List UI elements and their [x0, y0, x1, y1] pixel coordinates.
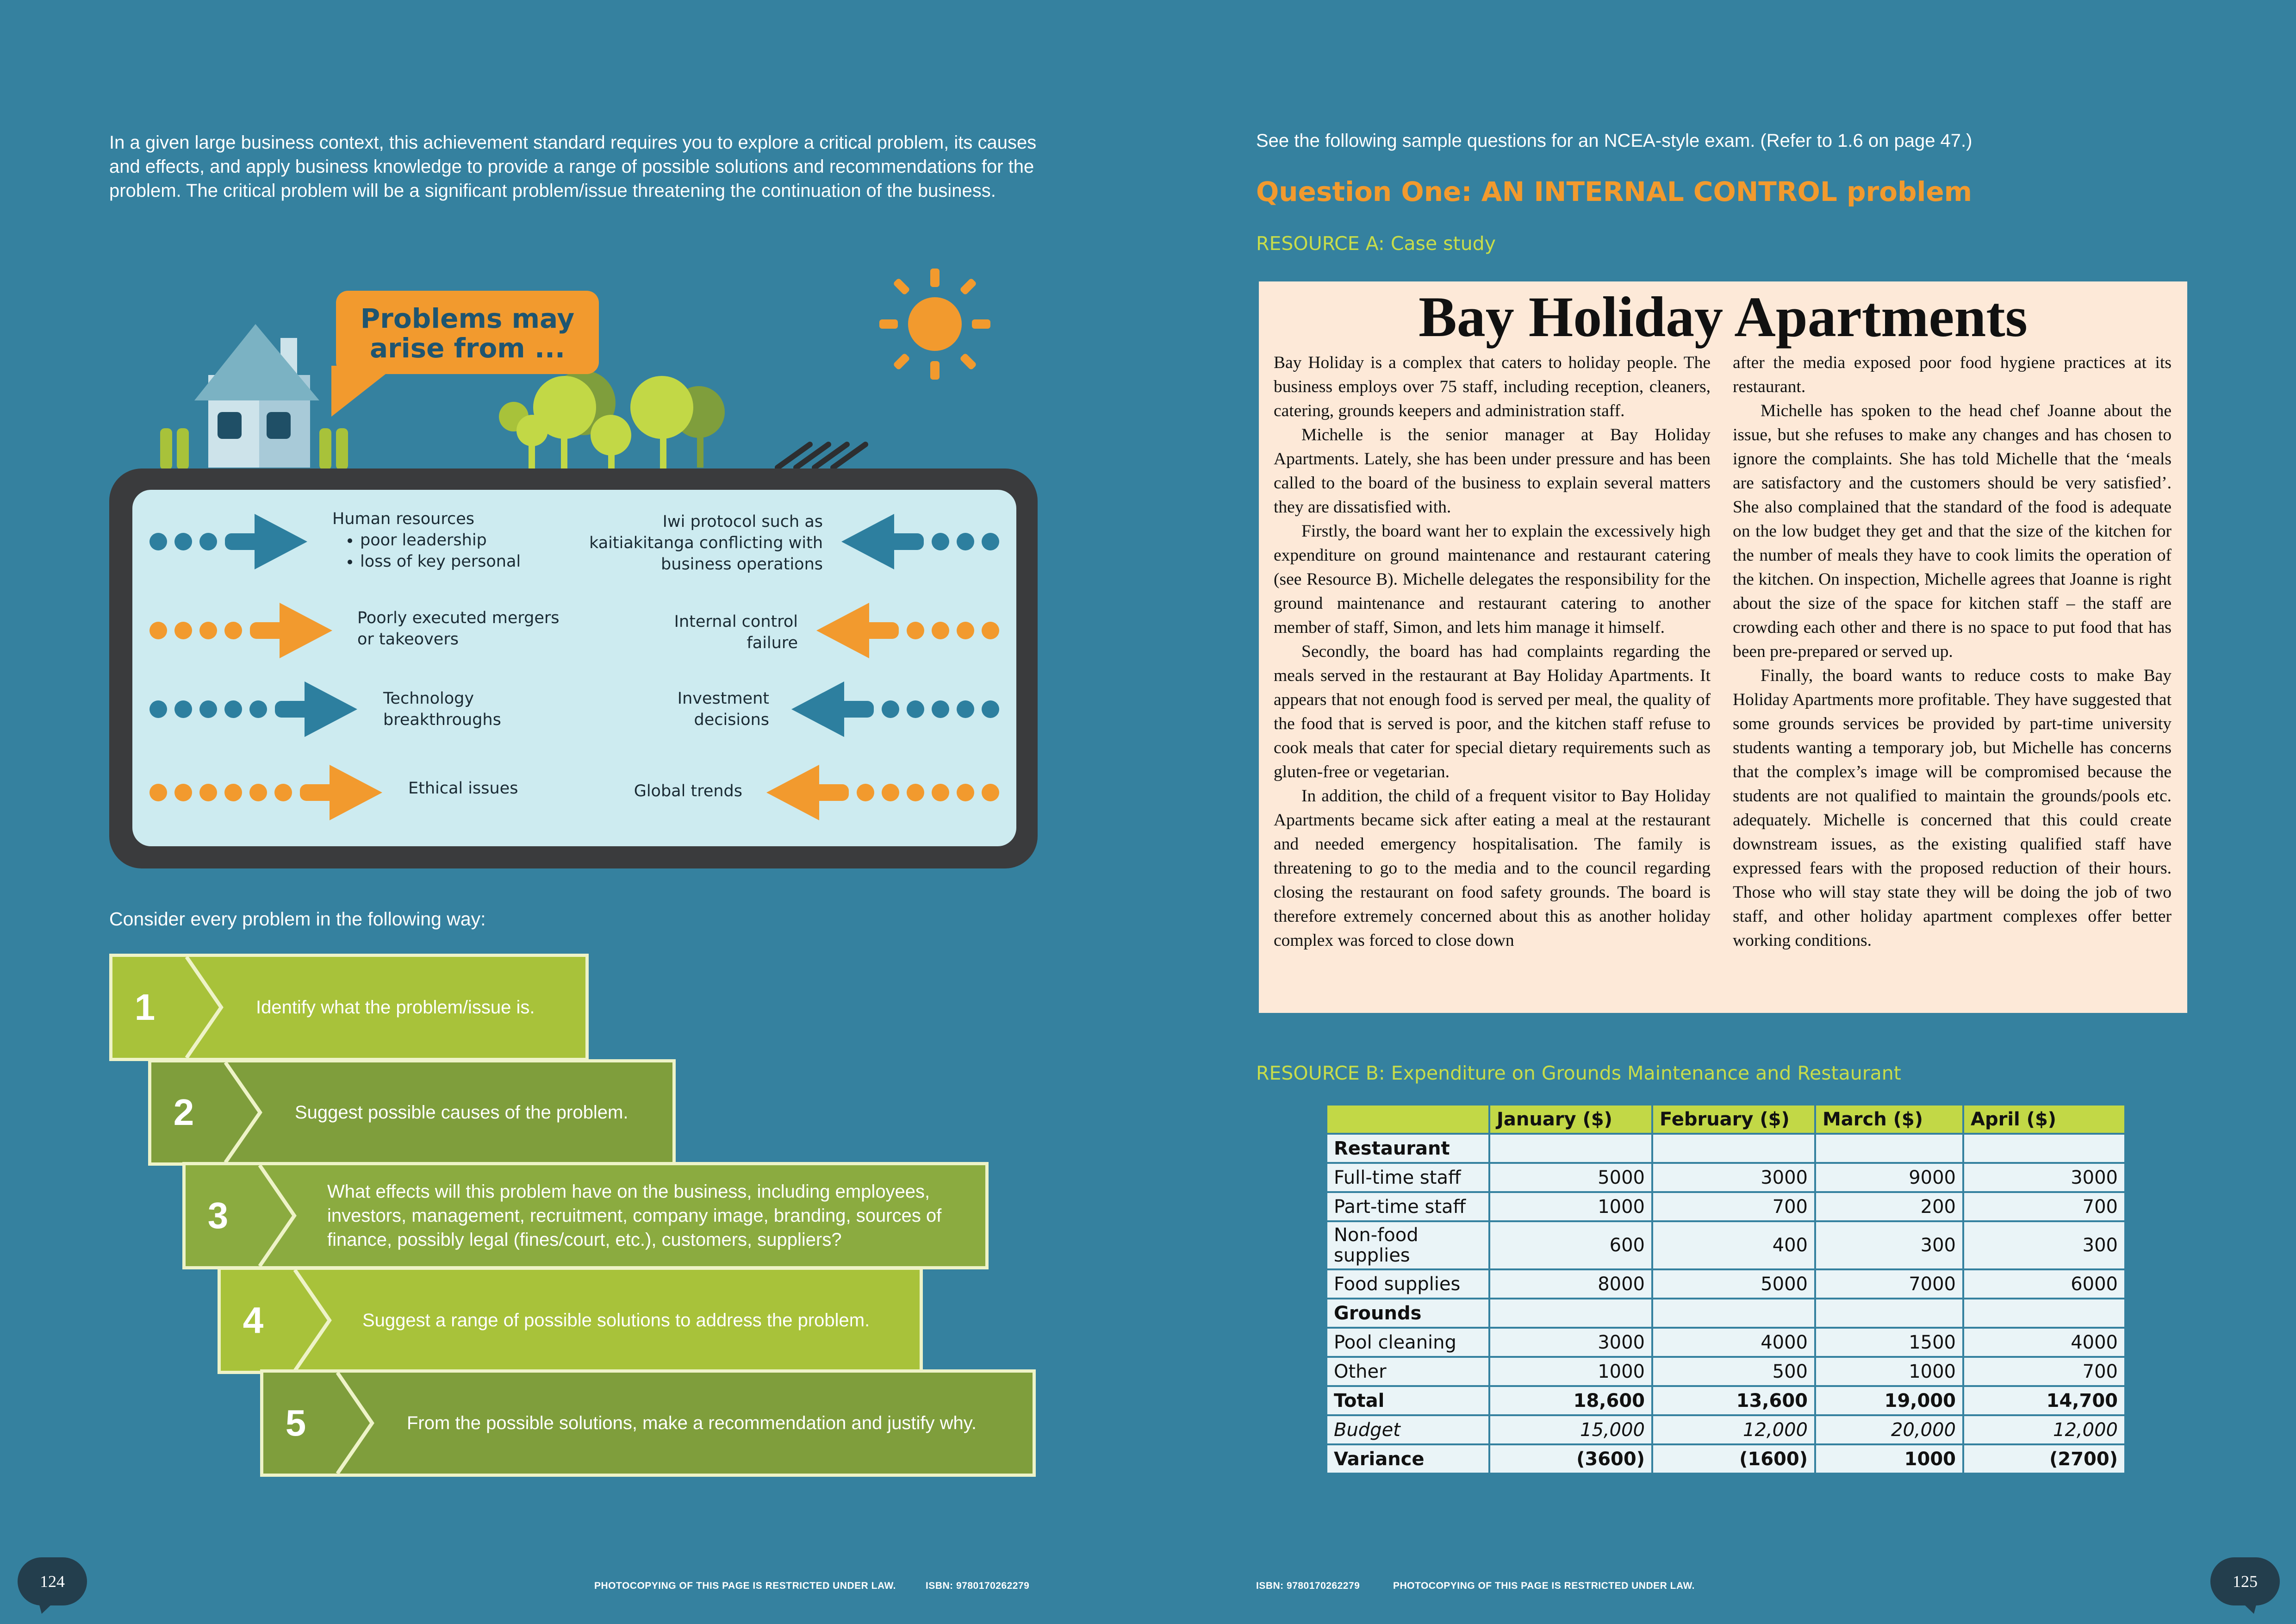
chevron-right-icon [255, 1165, 301, 1266]
table-row [1326, 1386, 2125, 1415]
table-row-label: Part-time staff [1326, 1192, 1489, 1221]
table-cell: 600 [1489, 1221, 1652, 1269]
table-cell: 7000 [1815, 1269, 1963, 1299]
page-number-left: 124 [18, 1557, 87, 1605]
table-row-label: Restaurant [1326, 1134, 1489, 1163]
source-iwi-protocol: Iwi protocol such as kaitiakitanga conflicting with business operations [589, 512, 823, 574]
table-cell: 9000 [1815, 1163, 1963, 1192]
table-row [1326, 1221, 2125, 1269]
source-internal-control: Internal control failure [674, 612, 798, 652]
table-cell [1652, 1134, 1815, 1163]
sun-icon [879, 269, 990, 380]
hr-bullet-leadership: • poor leadership [360, 530, 521, 551]
table-cell: 3000 [1652, 1163, 1815, 1192]
source-technology: Technology breakthroughs [383, 689, 501, 729]
footer-isbn-left: ISBN: 9780170262279 [926, 1580, 1030, 1591]
table-header: February ($) [1652, 1105, 1815, 1134]
case-column-2: after the media exposed poor food hygiene practices at its restaurant. Michelle has spoken to the head chef Joanne about the issue, but she refuses to make any changes and has chosen to ignore the complaints. She has told Michelle that the ‘meals are satisfactory and the customers should be very satisfied’. She also complained that the standard of the food is adequate on the low budget they get and that the size of the kitchen for the number of meals they have to cook limits the operation of the kitchen. On inspection, Michelle agrees that Joanne is right about the size of the space for kitchen staff – the staff are crowding each other and there is no space to put food that has been pre-prepared or served up. Finally, the board wants to reduce costs to make Bay Holiday Apartments more profitable. They have suggested that some grounds services be provided by part-time university students wanting a temporary job, but Michelle has concerns that the complex’s image will be compromised because the students are not qualified to maintain the grounds/pools etc. adequately. Michelle is concerned that this could create downstream issues, as the existing qualified staff have expressed fears with the proposed reduction of their hours. Those who will stay state they will be doing the job of two staff, and other holiday apartment complexes offer better working conditions. [1733, 353, 2172, 950]
step-4-text: Suggest a range of possible solutions to address the problem. [362, 1310, 870, 1330]
table-cell: 400 [1652, 1221, 1815, 1269]
table-cell: 1000 [1815, 1444, 1963, 1474]
step-1-text: Identify what the problem/issue is. [256, 997, 535, 1018]
expenditure-table [1325, 1104, 2126, 1474]
table-header: April ($) [1963, 1105, 2125, 1134]
table-row [1326, 1299, 2125, 1328]
table-cell [1652, 1299, 1815, 1328]
table-cell: 12,000 [1963, 1415, 2125, 1444]
table-cell: 4000 [1652, 1328, 1815, 1357]
intro-paragraph: In a given large business context, this achievement standard requires you to explore a critical problem, its causes and effects, and apply business knowledge to provide a range of possible solutions and recommendations for the problem. The critical problem will be a significant problem/issue threatening the continuation of the business. [109, 132, 1037, 201]
table-cell [1963, 1299, 2125, 1328]
step-5-text: From the possible solutions, make a recommendation and justify why. [407, 1413, 977, 1433]
table-cell: 12,000 [1652, 1415, 1815, 1444]
chevron-right-icon [290, 1270, 336, 1371]
consider-heading: Consider every problem in the following way: [109, 908, 486, 930]
table-row [1326, 1163, 2125, 1192]
table-cell: 8000 [1489, 1269, 1652, 1299]
table-row [1326, 1328, 2125, 1357]
table-cell: 300 [1815, 1221, 1963, 1269]
table-row-label: Other [1326, 1357, 1489, 1386]
chevron-right-icon [333, 1373, 379, 1474]
table-header: March ($) [1815, 1105, 1963, 1134]
resource-b-heading: RESOURCE B: Expenditure on Grounds Maintenance and Restaurant [1256, 1062, 1901, 1084]
step-1 [109, 954, 589, 1061]
table-row [1326, 1192, 2125, 1221]
source-global-trends: Global trends [634, 782, 742, 800]
step-2-number: 2 [173, 1092, 194, 1133]
step-3-text: What effects will this problem have on the business, including employees, investors, management, recruitment, company image, branding, sources of finance, possibly legal (fines/court, etc.), customers, suppliers? [327, 1181, 942, 1250]
question-heading: Question One: AN INTERNAL CONTROL problem [1256, 176, 1972, 207]
case-column-1: Bay Holiday is a complex that caters to holiday people. The business employs over 75 staff, including reception, cleaners, catering, grounds keepers and administration staff. Michelle is the senior manager at Bay Holiday Apartments. Lately, she has been under pressure and has been called to the board of the business to explain several matters they are dissatisfied with. Firstly, the board want her to explain the excessively high expenditure on ground maintenance and restaurant catering (see Resource B). Michelle delegates the responsibility for the ground maintenance and restaurant catering to another member of staff, Simon, and lets him manage it himself. Secondly, the board has had complaints regarding the meals served in the restaurant at Bay Holiday Apartments. It appears that not enough food is served per meal, the quality of the food that is served is poor, and the kitchen staff refuse to cook meals that cater for special dietary requirements such as gluten-free or vegetarian. In addition, the child of a frequent visitor to Bay Holiday Apartments became sick after eating a meal at the restaurant and needed emergency hospitalisation. The family is threatening to go to the media and to the council regarding closing the restaurant on food safety grounds. The board is therefore extremely concerned about this as another holiday complex was forced to close down [1274, 353, 1711, 950]
table-cell: 1000 [1489, 1192, 1652, 1221]
resource-a-heading: RESOURCE A: Case study [1256, 232, 1496, 255]
hr-bullet-personnel: • loss of key personal [360, 551, 521, 572]
source-investment: Investment decisions [677, 689, 769, 729]
table-cell: 18,600 [1489, 1386, 1652, 1415]
table-cell: 4000 [1963, 1328, 2125, 1357]
table-cell [1963, 1134, 2125, 1163]
sample-intro: See the following sample questions for an NCEA-style exam. (Refer to 1.6 on page 47.) [1256, 131, 1972, 151]
step-5-number: 5 [285, 1402, 306, 1443]
table-row-label: Non-food supplies [1326, 1221, 1489, 1269]
step-1-number: 1 [134, 987, 156, 1028]
table-cell: 500 [1652, 1357, 1815, 1386]
table-header-row [1326, 1105, 2125, 1134]
speech-bubble [336, 291, 599, 374]
step-2 [148, 1059, 676, 1166]
table-row-label: Variance [1326, 1444, 1489, 1474]
source-mergers: Poorly executed mergers or takeovers [357, 609, 560, 649]
table-cell: 19,000 [1815, 1386, 1963, 1415]
step-4 [218, 1267, 923, 1374]
table-row-label: Budget [1326, 1415, 1489, 1444]
source-ethical: Ethical issues [408, 779, 518, 798]
chevron-right-icon [221, 1062, 267, 1162]
table-cell [1815, 1134, 1963, 1163]
table-cell: 1500 [1815, 1328, 1963, 1357]
table-row-label: Full-time staff [1326, 1163, 1489, 1192]
table-row-label: Pool cleaning [1326, 1328, 1489, 1357]
table-cell: 1000 [1489, 1357, 1652, 1386]
table-cell: 200 [1815, 1192, 1963, 1221]
table-row [1326, 1134, 2125, 1163]
step-3-number: 3 [207, 1195, 229, 1236]
table-cell: (2700) [1963, 1444, 2125, 1474]
table-cell: 5000 [1652, 1269, 1815, 1299]
table-cell: 15,000 [1489, 1415, 1652, 1444]
table-row-label: Food supplies [1326, 1269, 1489, 1299]
case-study-box [1259, 281, 2187, 1013]
table-header [1326, 1105, 1489, 1134]
step-3 [182, 1162, 989, 1269]
table-cell: 6000 [1963, 1269, 2125, 1299]
table-cell: 14,700 [1963, 1386, 2125, 1415]
table-cell: 700 [1963, 1357, 2125, 1386]
step-2-text: Suggest possible causes of the problem. [295, 1102, 628, 1123]
bubble-line1: Problems may [360, 303, 575, 334]
table-cell: 13,600 [1652, 1386, 1815, 1415]
table-row [1326, 1357, 2125, 1386]
table-cell: 3000 [1963, 1163, 2125, 1192]
table-header: January ($) [1489, 1105, 1652, 1134]
page-bubble-tail [2231, 1596, 2259, 1615]
bubble-line2: arise from ... [369, 332, 566, 364]
page-number-right: 125 [2210, 1557, 2280, 1605]
table-cell [1489, 1134, 1652, 1163]
table-row [1326, 1444, 2125, 1474]
table-row-label: Total [1326, 1386, 1489, 1415]
source-human-resources: Human resources • poor leadership • loss of key personal [332, 508, 521, 572]
table-cell: 3000 [1489, 1328, 1652, 1357]
table-cell: 1000 [1815, 1357, 1963, 1386]
table-cell [1815, 1299, 1963, 1328]
table-cell: 20,000 [1815, 1415, 1963, 1444]
table-cell: 300 [1963, 1221, 2125, 1269]
footer-notice-right: PHOTOCOPYING OF THIS PAGE IS RESTRICTED UNDER LAW. [1393, 1580, 1695, 1591]
table-cell: 700 [1963, 1192, 2125, 1221]
table-cell [1489, 1299, 1652, 1328]
table-cell: 5000 [1489, 1163, 1652, 1192]
table-cell: (3600) [1489, 1444, 1652, 1474]
table-cell: (1600) [1652, 1444, 1815, 1474]
step-5 [260, 1369, 1036, 1477]
page-bubble-tail [37, 1596, 65, 1615]
case-study-title: Bay Holiday Apartments [1419, 285, 2028, 349]
footer-notice-left: PHOTOCOPYING OF THIS PAGE IS RESTRICTED UNDER LAW. [594, 1580, 896, 1591]
table-row [1326, 1269, 2125, 1299]
table-cell: 700 [1652, 1192, 1815, 1221]
table-row-label: Grounds [1326, 1299, 1489, 1328]
footer-isbn-right: ISBN: 9780170262279 [1256, 1580, 1360, 1591]
chevron-right-icon [182, 957, 228, 1058]
table-row [1326, 1415, 2125, 1444]
step-4-number: 4 [243, 1299, 264, 1341]
